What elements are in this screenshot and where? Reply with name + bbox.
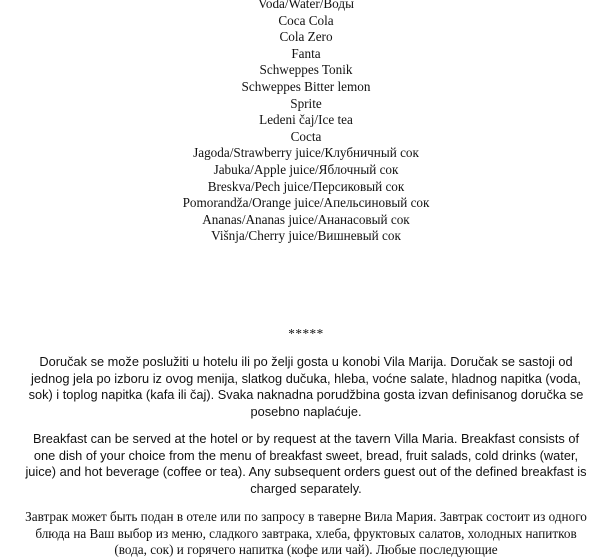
drink-item: Schweppes Bitter lemon bbox=[241, 78, 371, 94]
drink-item: Ledeni čaj/Ice tea bbox=[259, 112, 353, 128]
drink-item: Sprite bbox=[290, 95, 322, 111]
drink-item: Fanta bbox=[291, 45, 321, 61]
drink-item: Višnja/Cherry juice/Вишневый сок bbox=[211, 228, 401, 244]
breakfast-paragraph-serbian: Doručak se može poslužiti u hotelu ili po želji gosta u konobi Vila Marija. Doručak se sastoji od jednog jela po izboru iz ovog menija, slatkog dučuka, hleba, voćne salate, hladnog napitka (voda, sok) i toplog napitka (kafa ili čaj). Svaka naknadna porudžbina gosta izvan definisanog doručka se posebno naplaćuje. bbox=[28, 354, 584, 419]
drink-item: Jabuka/Apple juice/Яблочный сок bbox=[213, 161, 399, 177]
drink-item: Ananas/Ananas juice/Ананасовый сок bbox=[202, 211, 410, 227]
drink-item: Jagoda/Strawberry juice/Клубничный сок bbox=[193, 145, 419, 161]
drink-item: Pomorandža/Orange juice/Апельсиновый сок bbox=[182, 195, 430, 211]
section-separator: ***** bbox=[288, 326, 324, 341]
breakfast-paragraph-english: Breakfast can be served at the hotel or by request at the tavern Villa Maria. Breakfast consists of one dish of your choice from the menu of breakfast sweet, bread, fruit salads, cold drinks (water, juice) and hot beverage (coffee or tea). Any subsequent orders guest out of the defined breakfast is charged separately. bbox=[25, 431, 587, 496]
drink-item: Cola Zero bbox=[279, 29, 333, 45]
drink-item: Schweppes Tonik bbox=[259, 62, 353, 78]
breakfast-paragraph-russian: Завтрак может быть подан в отеле или по запросу в таверне Вила Мария. Завтрак состоит из одного блюда на Ваш выбор из меню, сладкого завтрака, хлеба, фруктовых салатов, холодных напитков (вода, сок) и горячего напитка (кофе или чай). Любые последующие bbox=[25, 509, 587, 558]
drink-item: Breskva/Pech juice/Персиковый сок bbox=[207, 178, 405, 194]
drink-item: Cocta bbox=[290, 128, 322, 144]
drink-item: Coca Cola bbox=[278, 12, 334, 28]
drinks-list bbox=[0, 0, 612, 245]
drink-item: Voda/Water/Воды bbox=[258, 0, 354, 11]
